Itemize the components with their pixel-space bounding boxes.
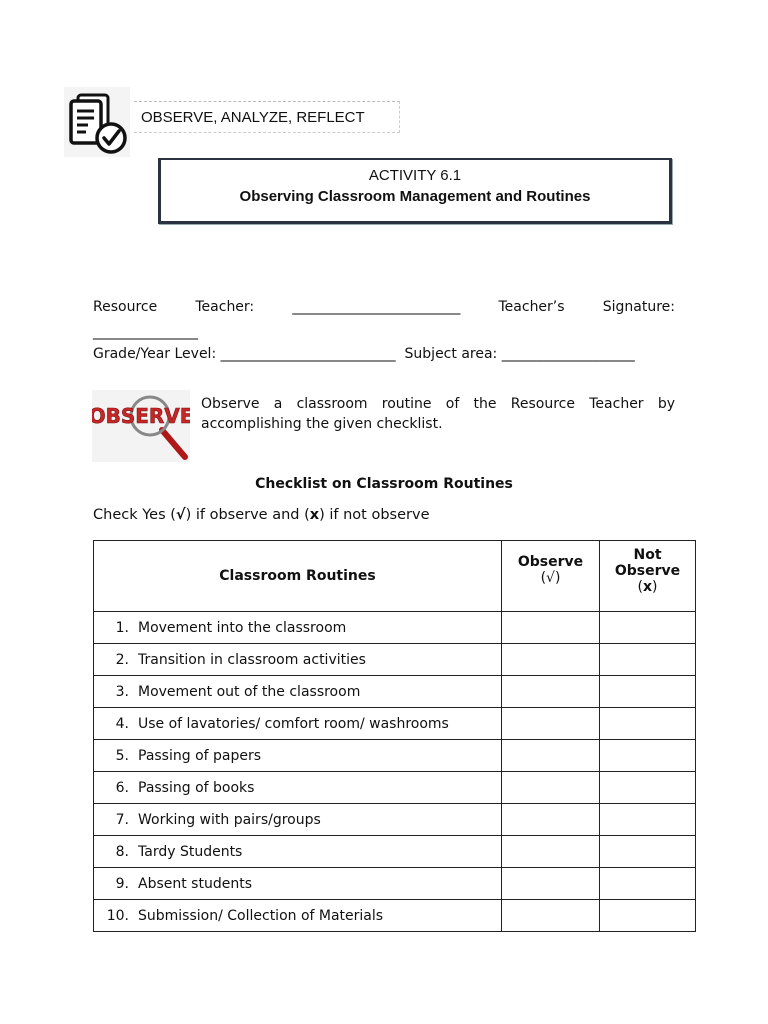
check-note — [93, 507, 430, 523]
table-row — [94, 900, 696, 932]
instruction-text: Observe a classroom routine of the Resource Teacher by accomplishing the given checklist. — [201, 396, 675, 432]
routine-cell — [94, 612, 502, 644]
table-row — [94, 868, 696, 900]
header-routines: Classroom Routines — [94, 541, 502, 612]
not-observe-checkbox-cell[interactable] — [600, 644, 696, 676]
resource-label: Resource — [93, 299, 158, 315]
routine-label: Passing of books — [138, 779, 255, 796]
checklist-icon — [64, 87, 130, 157]
section-label: OBSERVE, ANALYZE, REFLECT — [141, 109, 365, 126]
routine-number: 9. — [115, 875, 129, 892]
routine-number: 8. — [115, 843, 129, 860]
observe-checkbox-cell[interactable] — [502, 644, 600, 676]
subject-blank[interactable]: ___________________ — [501, 346, 635, 362]
routine-label: Tardy Students — [138, 843, 243, 860]
table-row — [94, 836, 696, 868]
table-row — [94, 644, 696, 676]
routine-number: 7. — [115, 811, 129, 828]
not-observe-checkbox-cell[interactable] — [600, 708, 696, 740]
signature-blank-line — [93, 324, 675, 340]
routine-label: Use of lavatories/ comfort room/ washrooms — [138, 715, 449, 732]
routine-cell — [94, 836, 502, 868]
observe-checkbox-cell[interactable] — [502, 708, 600, 740]
resource-teacher-blank[interactable]: ________________________ — [292, 299, 461, 315]
routine-cell — [94, 644, 502, 676]
routine-cell — [94, 868, 502, 900]
routine-number: 6. — [115, 779, 129, 796]
routine-number: 3. — [115, 683, 129, 700]
header-not-observe-mark: (x) — [637, 579, 658, 595]
routine-number: 10. — [106, 907, 129, 924]
routine-number: 1. — [115, 619, 129, 636]
resource-teacher-line — [93, 299, 675, 315]
check-note-suffix: ) if not observe — [319, 507, 430, 523]
routine-label: Transition in classroom activities — [138, 651, 366, 668]
routine-cell — [94, 772, 502, 804]
observe-checkbox-cell[interactable] — [502, 740, 600, 772]
check-symbol: √ — [175, 507, 186, 523]
routine-number: 2. — [115, 651, 129, 668]
teacher-label: Teacher: — [195, 299, 255, 315]
routines-table — [93, 540, 696, 932]
observe-checkbox-cell[interactable] — [502, 612, 600, 644]
header-not-observe-label: Observe — [614, 563, 681, 579]
signature-label: Teacher’s — [498, 299, 565, 315]
check-note-mid: ) if observe and ( — [185, 507, 310, 523]
routine-cell — [94, 708, 502, 740]
signature-label-2: Signature: — [602, 299, 675, 315]
activity-number: ACTIVITY 6.1 — [368, 167, 462, 184]
table-row — [94, 708, 696, 740]
not-observe-checkbox-cell[interactable] — [600, 612, 696, 644]
observe-checkbox-cell[interactable] — [502, 868, 600, 900]
observe-checkbox-cell[interactable] — [502, 772, 600, 804]
routine-label: Passing of papers — [138, 747, 262, 764]
table-row — [94, 676, 696, 708]
table-row — [94, 772, 696, 804]
routine-cell — [94, 900, 502, 932]
routine-cell — [94, 804, 502, 836]
not-observe-checkbox-cell[interactable] — [600, 676, 696, 708]
not-observe-checkbox-cell[interactable] — [600, 900, 696, 932]
observe-image-text: OBSERVE — [92, 404, 190, 428]
observe-checkbox-cell[interactable] — [502, 900, 600, 932]
x-symbol: x — [309, 507, 320, 523]
grade-subject-line — [93, 346, 675, 362]
signature-blank[interactable]: _______________ — [93, 324, 198, 340]
routine-label: Movement into the classroom — [138, 619, 347, 636]
routine-label: Working with pairs/groups — [138, 811, 321, 828]
table-row — [94, 804, 696, 836]
subject-label: Subject area: — [404, 346, 498, 362]
table-header-row — [94, 541, 696, 612]
routine-number: 4. — [115, 715, 129, 732]
table-row — [94, 740, 696, 772]
table-row — [94, 612, 696, 644]
header-not-label: Not — [633, 547, 662, 563]
observe-checkbox-cell[interactable] — [502, 836, 600, 868]
observe-checkbox-cell[interactable] — [502, 676, 600, 708]
grade-label: Grade/Year Level: — [93, 346, 217, 362]
header-observe — [502, 541, 600, 612]
checklist-title: Checklist on Classroom Routines — [255, 476, 513, 492]
header-not-observe — [600, 541, 696, 612]
not-observe-checkbox-cell[interactable] — [600, 804, 696, 836]
routine-label: Movement out of the classroom — [138, 683, 361, 700]
header-observe-label: Observe — [517, 554, 584, 570]
routine-number: 5. — [115, 747, 129, 764]
not-observe-checkbox-cell[interactable] — [600, 772, 696, 804]
not-observe-checkbox-cell[interactable] — [600, 740, 696, 772]
routine-label: Absent students — [138, 875, 252, 892]
activity-title-box — [158, 158, 672, 224]
check-note-prefix: Check Yes ( — [93, 507, 176, 523]
grade-blank[interactable]: _________________________ — [220, 346, 396, 362]
header-observe-mark: (√) — [540, 570, 561, 586]
routine-cell — [94, 740, 502, 772]
routine-label: Submission/ Collection of Materials — [138, 907, 384, 924]
observe-checkbox-cell[interactable] — [502, 804, 600, 836]
not-observe-checkbox-cell[interactable] — [600, 836, 696, 868]
observe-magnifier-image — [92, 390, 190, 462]
routine-cell — [94, 676, 502, 708]
not-observe-checkbox-cell[interactable] — [600, 868, 696, 900]
section-banner — [134, 101, 400, 133]
activity-title: Observing Classroom Management and Routines — [239, 188, 591, 205]
